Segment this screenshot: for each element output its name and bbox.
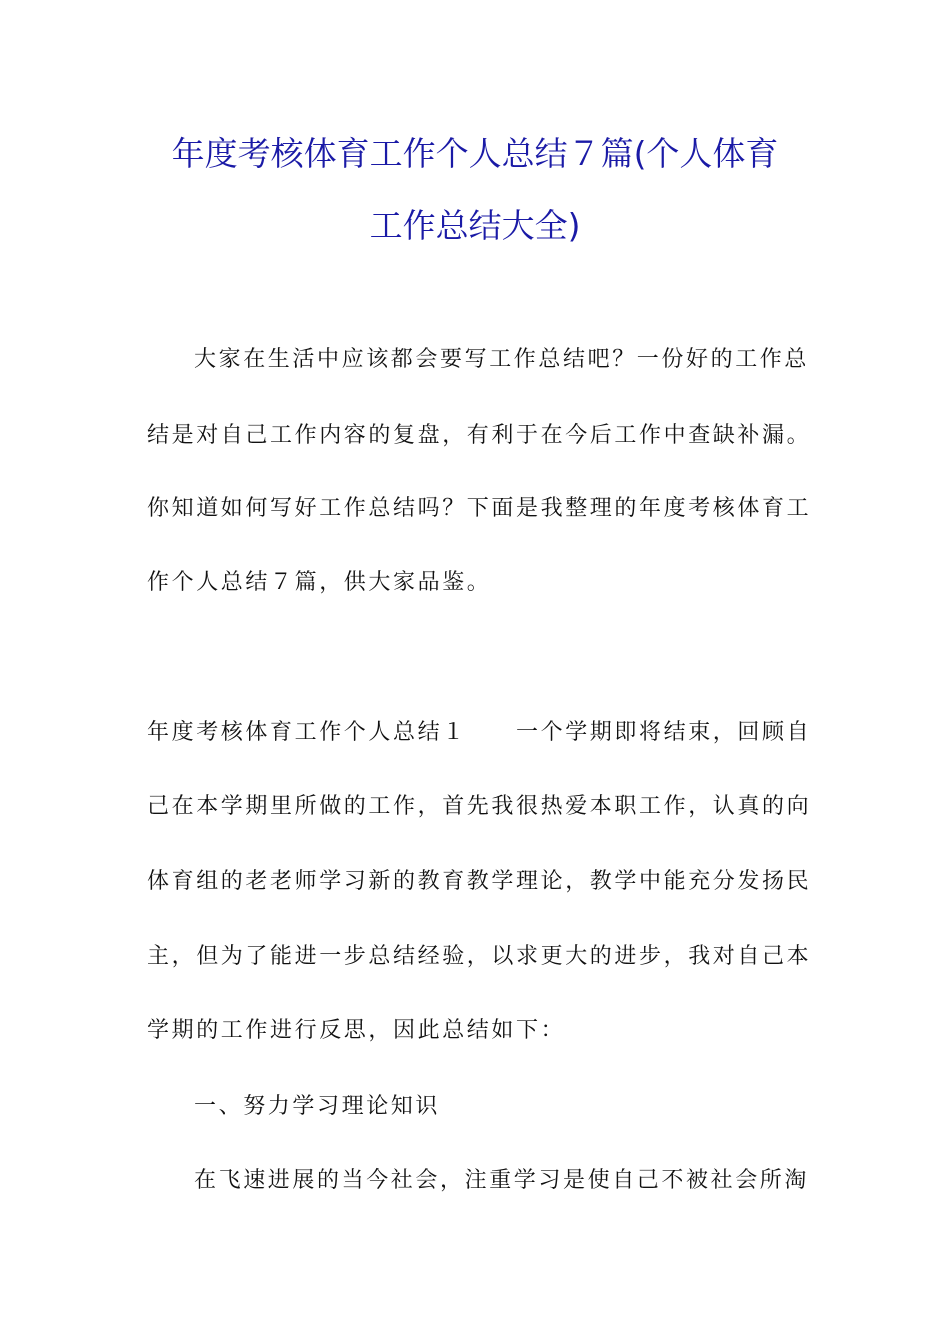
- section-heading-1: 一、努力学习理论知识: [194, 1094, 441, 1119]
- section1-line-5: 学期的工作进行反思，因此总结如下：: [147, 1018, 566, 1043]
- intro-line-1: 大家在生活中应该都会要写工作总结吧？一份好的工作总: [194, 347, 810, 372]
- section1-line-4: 主，但为了能进一步总结经验，以求更大的进步，我对自己本: [147, 944, 812, 969]
- section1-line-1: 年度考核体育工作个人总结１ 一个学期即将结束，回顾自: [147, 720, 812, 745]
- section1-line-2: 己在本学期里所做的工作，首先我很热爱本职工作，认真的向: [147, 794, 812, 819]
- section1-line-3: 体育组的老老师学习新的教育教学理论，教学中能充分发扬民: [147, 869, 812, 894]
- intro-line-3: 你知道如何写好工作总结吗？下面是我整理的年度考核体育工: [147, 496, 812, 521]
- paragraph-line: 在飞速进展的当今社会，注重学习是使自己不被社会所淘: [194, 1168, 810, 1193]
- intro-line-2: 结是对自己工作内容的复盘，有利于在今后工作中查缺补漏。: [147, 423, 812, 448]
- document-title-line-1: 年度考核体育工作个人总结７篇(个人体育: [171, 134, 779, 173]
- intro-line-4: 作个人总结７篇，供大家品鉴。: [147, 570, 492, 595]
- document-title-line-2: 工作总结大全): [369, 206, 581, 245]
